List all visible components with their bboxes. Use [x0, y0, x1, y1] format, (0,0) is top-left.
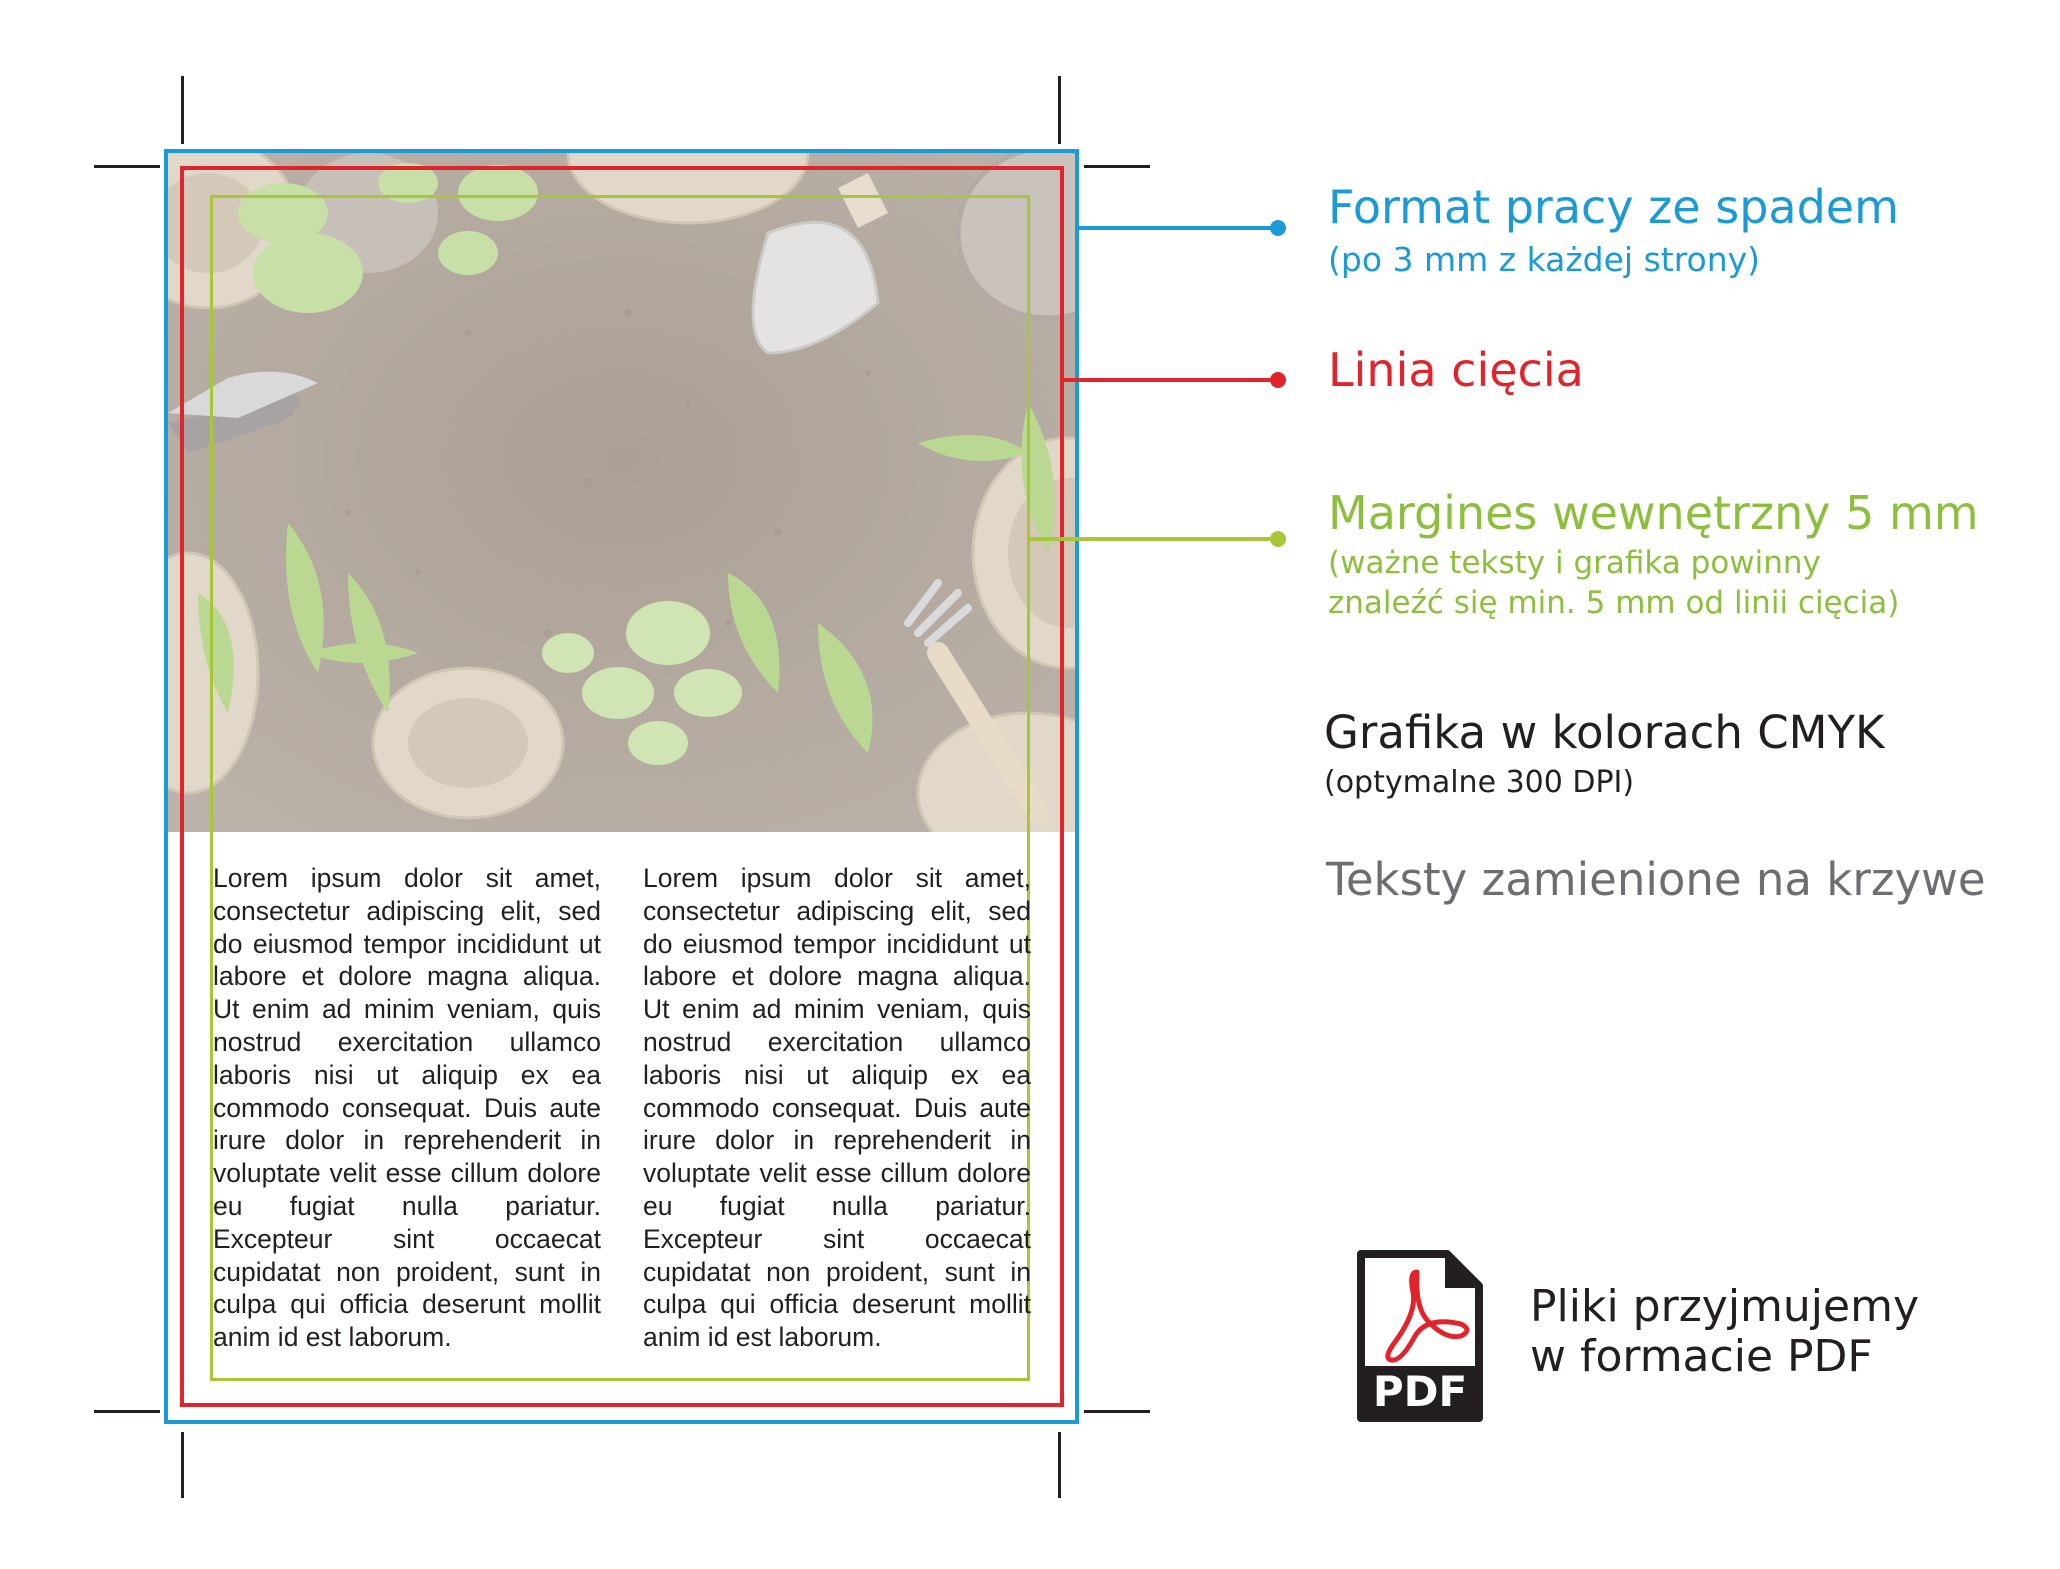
cmyk-title: Grafika w kolorach CMYK	[1324, 706, 1885, 759]
bleed-leader-line	[1078, 226, 1278, 230]
sample-text-column-left: Lorem ipsum dolor sit amet, consectetur adipiscing elit, sed do eiusmod tempor incididunt ut labore et dolore magna aliqua. Ut enim ad minim veniam, quis nostrud exercitation ullamco laboris nisi ut aliquip ex ea commodo consequat. Duis aute irure dolor in reprehenderit in voluptate velit esse cillum dolore eu fugiat nulla pariatur. Excepteur sint occaecat cupidatat non proident, sunt in culpa qui officia deserunt mollit anim id est laborum.	[213, 863, 601, 1353]
cut-leader-line	[1062, 378, 1278, 382]
crop-mark-bottom-right-horizontal	[1084, 1410, 1150, 1413]
crop-mark-bottom-left-vertical	[181, 1432, 184, 1498]
crop-mark-bottom-right-vertical	[1058, 1432, 1061, 1498]
bleed-format-note: (po 3 mm z każdej strony)	[1328, 240, 1761, 279]
cmyk-note: (optymalne 300 DPI)	[1324, 765, 1635, 800]
bleed-leader-dot	[1270, 220, 1286, 236]
crop-mark-bottom-left-horizontal	[94, 1410, 160, 1413]
pdf-info-line1: Pliki przyjmujemy	[1530, 1281, 1919, 1332]
margin-leader-line	[1030, 537, 1278, 541]
bleed-format-title: Format pracy ze spadem	[1328, 180, 1899, 234]
inner-margin-note-line1: (ważne teksty i grafika powinny	[1328, 545, 1821, 581]
pdf-info-line2: w formacie PDF	[1530, 1331, 1873, 1382]
sample-text-column-right: Lorem ipsum dolor sit amet, consectetur adipiscing elit, sed do eiusmod tempor incididunt ut labore et dolore magna aliqua. Ut enim ad minim veniam, quis nostrud exercitation ullamco laboris nisi ut aliquip ex ea commodo consequat. Duis aute irure dolor in reprehenderit in voluptate velit esse cillum dolore eu fugiat nulla pariatur. Excepteur sint occaecat cupidatat non proident, sunt in culpa qui officia deserunt mollit anim id est laborum.	[643, 863, 1031, 1353]
crop-mark-top-right-horizontal	[1084, 165, 1150, 168]
margin-leader-dot	[1270, 531, 1286, 547]
sample-text-columns	[213, 862, 1031, 1382]
crop-mark-top-right-vertical	[1058, 76, 1061, 144]
cut-line-title: Linia cięcia	[1328, 343, 1584, 397]
cut-leader-dot	[1270, 372, 1286, 388]
inner-margin-note-line2: znaleźć się min. 5 mm od linii cięcia)	[1328, 585, 1900, 621]
inner-margin-title: Margines wewnętrzny 5 mm	[1328, 486, 1979, 540]
crop-mark-top-left-vertical	[181, 76, 184, 144]
pdf-file-icon	[1357, 1250, 1483, 1422]
crop-mark-top-left-horizontal	[94, 165, 160, 168]
pdf-icon-label: PDF	[1372, 1367, 1468, 1416]
curves-title: Teksty zamienione na krzywe	[1326, 853, 1986, 906]
